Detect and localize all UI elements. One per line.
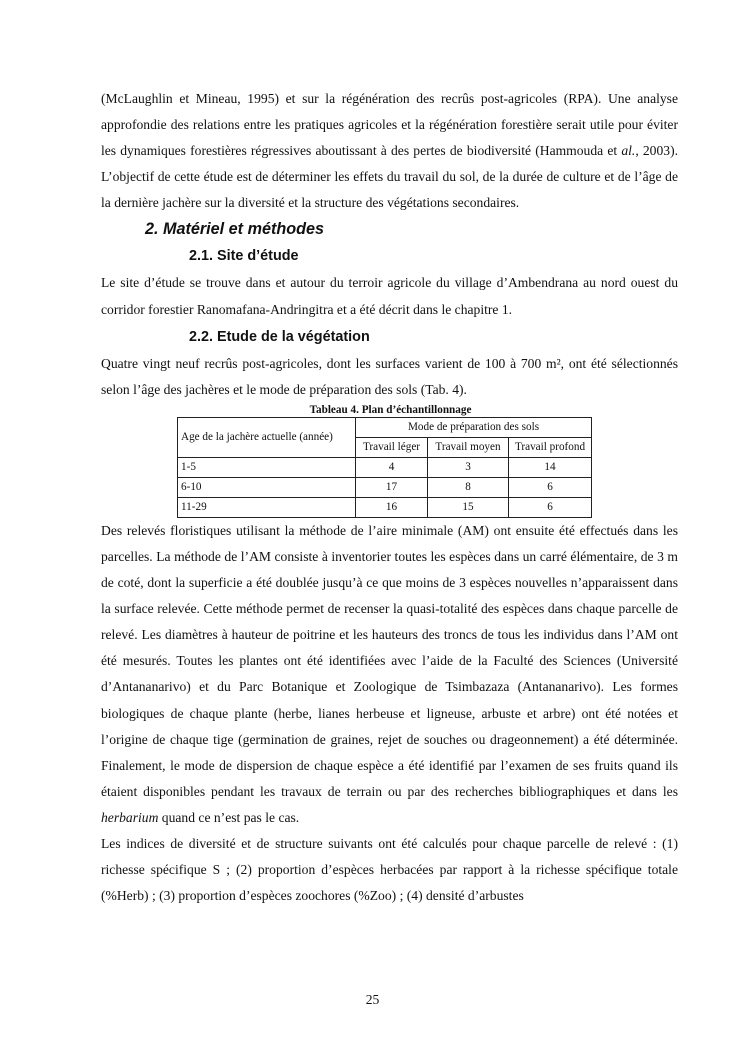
intro-text-part1: (McLaughlin et Mineau, 1995) et sur la régénération des recrûs post-agricoles (RPA). Une analyse approfondie des relations entre les pratiques agricoles et la régénération forestière serait utile pour éviter les dynamiques forestières régressives aboutissant à des pertes de biodiversité (Hammouda et: [101, 91, 678, 159]
table-cell: 6: [509, 477, 592, 497]
table-cell-age: 6-10: [178, 477, 356, 497]
releves-text-part1: Des relevés floristiques utilisant la méthode de l’aire minimale (AM) ont ensuite été effectués dans les parcelles. La méthode de l’AM consiste à inventorier toutes les espèces dans un carré élémentaire, de 3 m de coté, dont la superficie a été doublée jusqu’à ce que moins de 3 espèces nouvelles n’apparaissent dans la surface relevée. Cette méthode permet de recenser la quasi-totalité des espèces dans chaque parcelle de relevé. Les diamètres à hauteur de poitrine et les hauteurs des troncs de tous les individus dans l’AM ont été mesurés. Toutes les plantes ont été identifiées avec l’aide de la Faculté des Sciences (Université d’Antananarivo) et du Parc Botanique et Zoologique de Tsimbazaza (Antananarivo). Les formes biologiques de chaque plante (herbe, lianes herbeuse et ligneuse, arbuste et arbre) ont été notées et l’origine de chaque tige (germination de graines, rejet de souches ou drageonnement) a été déterminée. Finalement, le mode de dispersion de chaque espèce a été identifié par l’examen de ses fruits quand ils étaient disponibles pendant les travaux de terrain ou par des recherches bibliographiques et dans les: [101, 522, 678, 799]
page-number: 25: [365, 992, 380, 1007]
section-heading: 2. Matériel et méthodes: [145, 220, 325, 239]
table-cell-age: 1-5: [178, 457, 356, 477]
table-cell: 16: [356, 497, 428, 517]
page-body: [101, 86, 678, 909]
releves-italic-text: herbarium: [101, 809, 159, 825]
table-header-row: [178, 417, 592, 437]
table-column-header: Travail profond: [509, 437, 592, 457]
table-row: [178, 457, 592, 477]
intro-italic-text: al.: [621, 143, 636, 159]
table-cell: 8: [428, 477, 509, 497]
site-paragraph: Le site d’étude se trouve dans et autour du terroir agricole du village d’Ambendrana au nord ouest du corridor forestier Ranomafana-Andringitra et a été décrit dans le chapitre 1.: [101, 275, 678, 317]
subsection-heading-vegetation: 2.2. Etude de la végétation: [189, 328, 370, 345]
releves-text-part2: quand ce n’est pas le cas.: [158, 809, 300, 825]
sampling-table: [177, 417, 592, 518]
table-cell: 17: [356, 477, 428, 497]
table-cell: 6: [509, 497, 592, 517]
table-cell: 14: [509, 457, 592, 477]
table-cell-age: 11-29: [178, 497, 356, 517]
vegetation-paragraph: Quatre vingt neuf recrûs post-agricoles, dont les surfaces varient de 100 à 700 m², ont été sélectionnés selon l’âge des jachères et le mode de préparation des sols (Tab. 4).: [101, 355, 678, 397]
subsection-heading-site: 2.1. Site d’étude: [189, 248, 299, 265]
table-column-header: Travail moyen: [428, 437, 509, 457]
table-row: [178, 497, 592, 517]
table-cell: 15: [428, 497, 509, 517]
intro-paragraph: [101, 86, 678, 216]
table-cell: 4: [356, 457, 428, 477]
intro-text-part2: , 2003). L’objectif de cette étude est de déterminer les effets du travail du sol, de la durée de culture et de l’âge de la dernière jachère sur la diversité et la structure des végétations secondaires.: [101, 143, 678, 211]
releves-paragraph: [101, 518, 678, 831]
table-title: Tableau 4. Plan d’échantillonnage: [309, 403, 472, 416]
table-row-header: Age de la jachère actuelle (année): [178, 417, 356, 457]
table-column-header: Travail léger: [356, 437, 428, 457]
indices-paragraph: Les indices de diversité et de structure suivants ont été calculés pour chaque parcelle de relevé : (1) richesse spécifique S ; (2) proportion d’espèces herbacées par rapport à la richesse spécifique totale (%Herb) ; (3) proportion d’espèces zoochores (%Zoo) ; (4) densité d’arbustes: [101, 835, 678, 904]
table-row: [178, 477, 592, 497]
table-group-header: Mode de préparation des sols: [356, 417, 592, 437]
table-cell: 3: [428, 457, 509, 477]
